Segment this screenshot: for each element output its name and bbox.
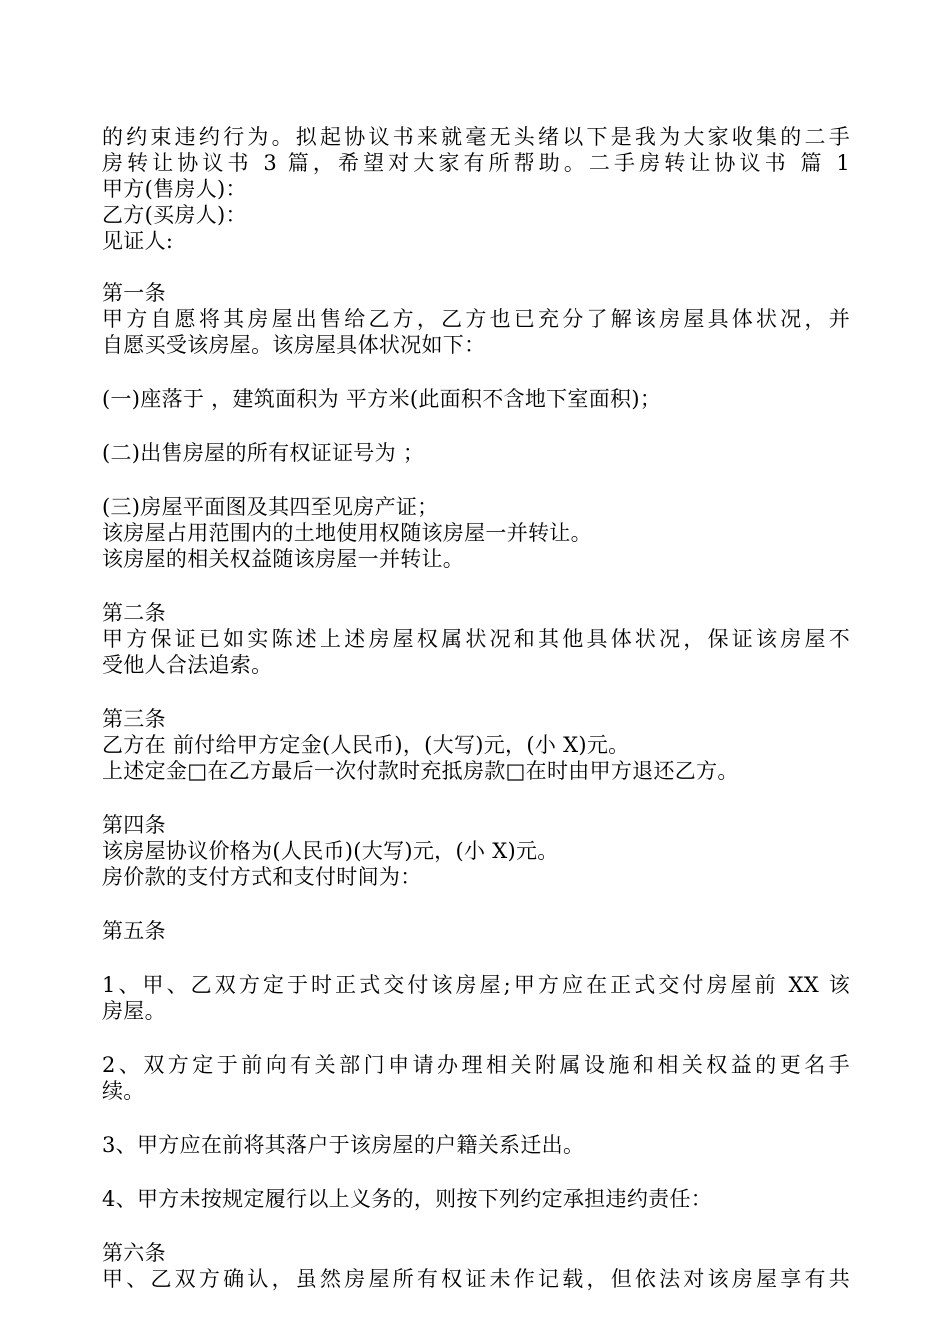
text-line: 房屋。 — [102, 999, 166, 1023]
blank-line — [102, 412, 850, 440]
clause-line: 3、甲方应在前将其落户于该房屋的户籍关系迁出。 — [102, 1133, 585, 1157]
blank-line — [102, 466, 850, 494]
text-line: 该房屋的相关权益随该房屋一并转让。 — [102, 547, 465, 571]
text-line: 自愿买受该房屋。该房屋具体状况如下： — [102, 333, 486, 357]
clause-line: (二)出售房屋的所有权证证号为 ； — [102, 441, 425, 465]
article-heading: 第四条 — [102, 813, 166, 837]
article-heading: 第二条 — [102, 601, 166, 625]
clause-line: (三)房屋平面图及其四至见房产证； — [102, 495, 439, 519]
text-line: 甲、乙双方确认，虽然房屋所有权证未作记载，但依法对该房屋享有共 — [102, 1267, 850, 1291]
text-line: 乙方在 前付给甲方定金(人民币)，(大写)元，(小 X)元。 — [102, 733, 630, 757]
article-heading: 第六条 — [102, 1241, 166, 1265]
blank-line — [102, 1212, 850, 1240]
text-line: 房转让协议书 3 篇，希望对大家有所帮助。二手房转让协议书 篇 1 — [102, 151, 850, 175]
text-line: 的约束违约行为。拟起协议书来就毫无头绪以下是我为大家收集的二手 — [102, 125, 850, 149]
party-b-line: 乙方(买房人)： — [102, 203, 247, 227]
blank-line — [102, 1024, 850, 1052]
blank-line — [102, 254, 850, 280]
blank-line — [102, 678, 850, 706]
text-line: 该房屋协议价格为(人民币)(大写)元，(小 X)元。 — [102, 839, 559, 863]
text-line: 该房屋占用范围内的土地使用权随该房屋一并转让。 — [102, 521, 592, 545]
text-line: 甲方保证已如实陈述上述房屋权属状况和其他具体状况，保证该房屋不 — [102, 627, 850, 651]
document-page — [102, 124, 850, 1292]
blank-line — [102, 358, 850, 386]
text-line: 受他人合法追索。 — [102, 653, 273, 677]
clause-line: 2、双方定于前向有关部门申请办理相关附属设施和相关权益的更名手 — [102, 1053, 850, 1077]
article-heading: 第三条 — [102, 707, 166, 731]
text-line: 房价款的支付方式和支付时间为： — [102, 865, 422, 889]
blank-line — [102, 1158, 850, 1186]
clause-line: 4、甲方未按规定履行以上义务的，则按下列约定承担违约责任： — [102, 1187, 713, 1211]
text-line: 上述定金□在乙方最后一次付款时充抵房款□在时由甲方退还乙方。 — [102, 759, 739, 783]
blank-line — [102, 944, 850, 972]
witness-line: 见证人: — [102, 229, 174, 253]
text-line: 甲方自愿将其房屋出售给乙方，乙方也已充分了解该房屋具体状况，并 — [102, 307, 850, 331]
party-a-line: 甲方(售房人)： — [102, 177, 247, 201]
blank-line — [102, 784, 850, 812]
article-heading: 第五条 — [102, 919, 166, 943]
article-heading: 第一条 — [102, 281, 166, 305]
clause-line: (一)座落于 ，建筑面积为 平方米(此面积不含地下室面积)； — [102, 387, 662, 411]
blank-line — [102, 1104, 850, 1132]
clause-line: 1、甲、乙双方定于时正式交付该房屋;甲方应在正式交付房屋前 XX 该 — [102, 973, 850, 997]
blank-line — [102, 890, 850, 918]
blank-line — [102, 572, 850, 600]
text-line: 续。 — [102, 1079, 145, 1103]
